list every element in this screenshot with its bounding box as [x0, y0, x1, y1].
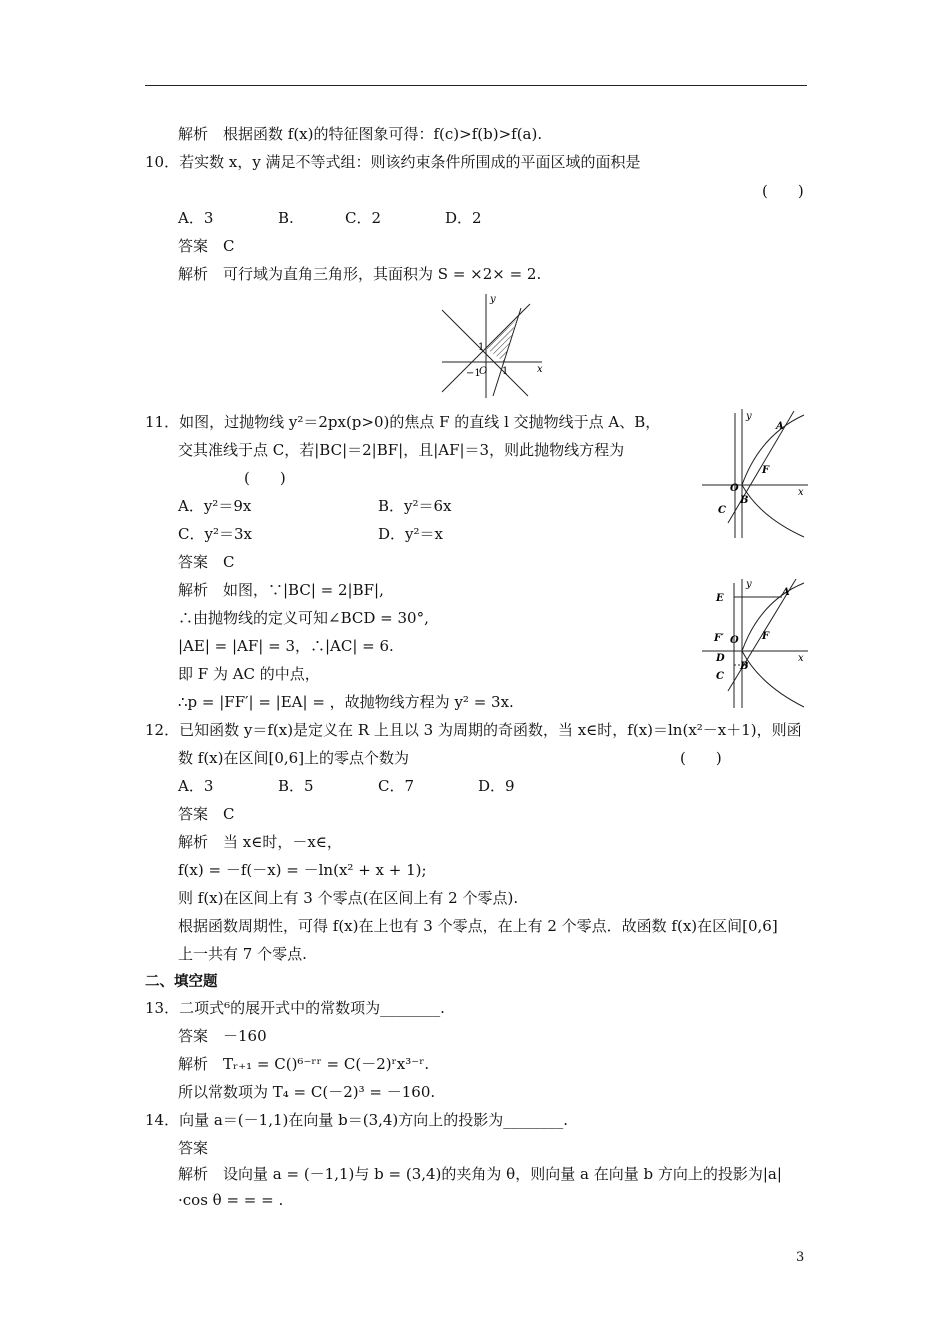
tick-label: 1: [502, 366, 509, 377]
point-f-label: F: [762, 631, 770, 642]
option-d: D．2: [445, 209, 482, 227]
solution-line: 解析 当 x∈时，－x∈，: [178, 833, 342, 851]
parabola-curve: [742, 415, 804, 537]
solution-line: |AE| = |AF| = 3，∴|AC| = 6.: [178, 637, 394, 655]
question-10: 10．若实数 x，y 满足不等式组：则该约束条件所围成的平面区域的面积是: [145, 153, 641, 171]
question-13: 13．二项式⁶的展开式中的常数项为________.: [145, 999, 445, 1017]
point-f-prime-label: F′: [714, 633, 724, 644]
answer-blank: ( ): [762, 182, 804, 200]
option-d: D．y²＝x: [378, 525, 443, 543]
option-b: B．5: [278, 777, 314, 795]
point-c-label: C: [718, 505, 726, 516]
point-a-label: A: [776, 421, 784, 432]
origin-label: O: [479, 366, 488, 377]
answer-line: 答案 C: [178, 553, 235, 571]
text-line: 数 f(x)在区间[0,6]上的零点个数为: [178, 749, 410, 767]
answer-line: 答案 －160: [178, 1027, 267, 1045]
solution-line: 解析 可行域为直角三角形，其面积为 S = ×2× = 2.: [178, 265, 542, 283]
answer-line: 答案 C: [178, 805, 235, 823]
origin-label: O: [730, 635, 739, 646]
parabola-solution-figure: [700, 575, 810, 710]
solution-line: ∴由抛物线的定义可知∠BCD = 30°,: [178, 609, 429, 627]
point-a-label: A: [782, 587, 790, 598]
x-label: x: [537, 364, 543, 375]
answer-line: 答案: [178, 1139, 209, 1157]
option-a: A．3: [178, 777, 214, 795]
point-f-label: F: [762, 465, 770, 476]
x-label: x: [798, 487, 804, 498]
answer-blank: ( ): [680, 749, 722, 767]
answer-line: 答案 C: [178, 237, 235, 255]
solution-line: 根据函数周期性，可得 f(x)在上也有 3 个零点，在上有 2 个零点．故函数 f(x)在区间[0,6]: [178, 917, 778, 935]
solution-line: 则 f(x)在区间上有 3 个零点(在区间上有 2 个零点).: [178, 889, 519, 907]
point-b-label: B: [740, 495, 749, 506]
page-number: 3: [796, 1250, 805, 1265]
solution-line: 所以常数项为 T₄ = C(－2)³ = －160.: [178, 1083, 436, 1101]
point-e-label: E: [716, 593, 724, 604]
section-heading: 二、填空题: [145, 974, 218, 990]
y-label: y: [746, 411, 752, 422]
y-label: y: [746, 579, 752, 590]
text-line: 交其准线于点 C，若|BC|＝2|BF|，且|AF|＝3，则此抛物线方程为: [178, 441, 625, 459]
y-label: y: [490, 294, 496, 305]
solution-line: 解析 如图，∵|BC| = 2|BF|,: [178, 581, 384, 599]
option-a: A．y²＝9x: [178, 497, 252, 515]
solution-line: 即 F 为 AC 的中点，: [178, 665, 320, 683]
option-d: D．9: [478, 777, 515, 795]
solution-line: ∴p = |FF′| = |EA| = ，故抛物线方程为 y² = 3x.: [178, 693, 514, 711]
point-b-label: B: [740, 661, 749, 672]
solution-line: 解析 Tᵣ₊₁ = C()⁶⁻ʳʳ = C(－2)ʳx³⁻ʳ.: [178, 1055, 430, 1073]
tick-label: −1: [466, 368, 481, 379]
text-line: 解析 根据函数 f(x)的特征图象可得：f(c)>f(b)>f(a).: [178, 125, 543, 143]
question-11: 11．如图，过抛物线 y²＝2px(p>0)的焦点 F 的直线 l 交抛物线于点 A、B，: [145, 413, 661, 431]
point-c-label: C: [716, 671, 724, 682]
option-b: B.: [278, 209, 294, 227]
origin-label: O: [730, 483, 739, 494]
tick-label: 1: [478, 342, 485, 353]
option-c: C．7: [378, 777, 415, 795]
option-c: C．2: [345, 209, 382, 227]
solution-line: f(x) = －f(－x) = －ln(x² + x + 1);: [178, 861, 427, 879]
question-12: 12．已知函数 y＝f(x)是定义在 R 上且以 3 为周期的奇函数，当 x∈时，f(x)＝ln(x²－x＋1)，则函: [145, 721, 802, 739]
point-d-label: D: [716, 653, 725, 664]
shaded-region: [486, 320, 516, 362]
x-label: x: [798, 653, 804, 664]
option-b: B．y²＝6x: [378, 497, 452, 515]
solution-line: 上一共有 7 个零点.: [178, 945, 307, 963]
question-14: 14．向量 a＝(－1,1)在向量 b＝(3,4)方向上的投影为________.: [145, 1111, 569, 1129]
option-c: C．y²＝3x: [178, 525, 252, 543]
line-l: [728, 411, 794, 523]
answer-blank: ( ): [244, 469, 286, 487]
feasible-region-figure: [438, 290, 548, 400]
parabola-curve: [742, 583, 804, 707]
solution-line: ·cos θ = = = .: [178, 1191, 284, 1209]
parabola-figure: [700, 405, 810, 540]
header-rule: [145, 85, 807, 86]
option-a: A．3: [178, 209, 214, 227]
solution-line: 解析 设向量 a = (－1,1)与 b = (3,4)的夹角为 θ，则向量 a 在向量 b 方向上的投影为|a|: [178, 1165, 782, 1183]
